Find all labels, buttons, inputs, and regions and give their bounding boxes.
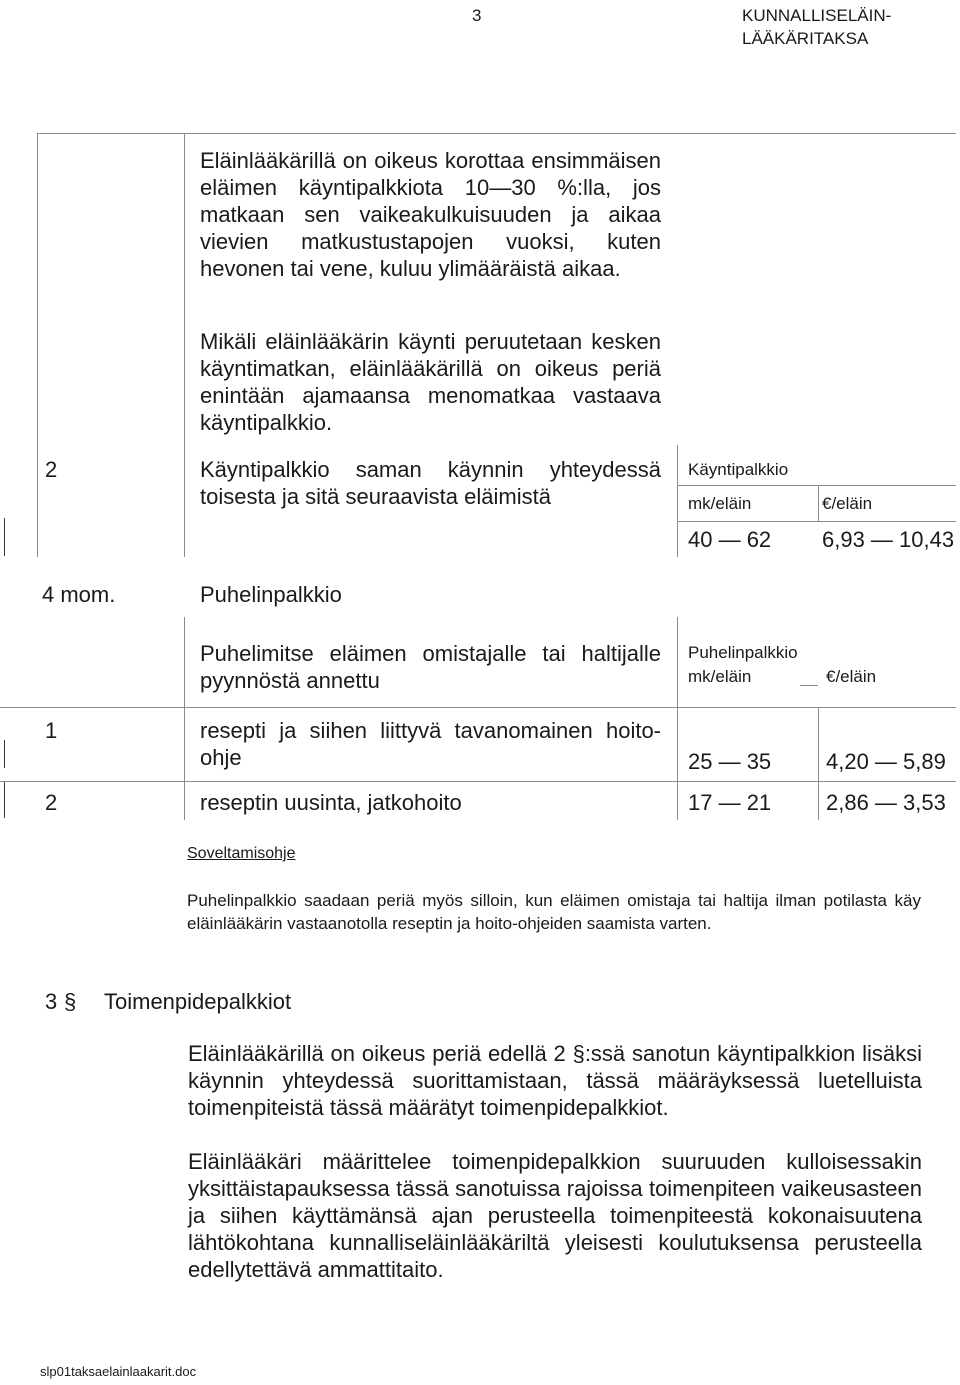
section-symbol: § xyxy=(64,989,77,1014)
puhelin-mid-rule xyxy=(184,617,185,820)
puhelin-intro: Puhelimitse eläimen omistajalle tai haltijalle pyynnöstä annettu xyxy=(200,641,661,693)
section-number: 3 xyxy=(45,989,58,1014)
guide-label: Soveltamisohje xyxy=(187,845,296,862)
puhelin-fee-header: Puhelinpalkkio xyxy=(688,643,798,662)
guide-text: Puhelinpalkkio saadaan periä myös silloin, kun eläimen omistaja tai haltija ilman potilasta käy eläinlääkärin vastaanotolla reseptin ja hoito-ohjeiden saamista varten. xyxy=(187,891,921,933)
document-title xyxy=(742,4,952,50)
kaynti-fee-col-rule xyxy=(818,485,819,521)
table-left-rule xyxy=(37,133,38,557)
puhelin-row-rule-2 xyxy=(0,781,956,782)
change-bar xyxy=(4,740,5,768)
change-bar xyxy=(4,782,5,818)
page-number: 3 xyxy=(472,6,482,25)
table-fee-rule xyxy=(677,445,678,557)
puhelin-col-mk: mk/eläin xyxy=(688,667,752,686)
kaynti-mk-value: 40 — 62 xyxy=(688,527,772,552)
section-title: Toimenpidepalkkiot xyxy=(104,989,292,1014)
puhelin-row-1-number: 1 xyxy=(45,718,58,743)
document-title-line1: KUNNALLISELÄIN- xyxy=(742,6,892,25)
kaynti-fee-header: Käyntipalkkio xyxy=(688,460,789,479)
puhelin-row-1-text: resepti ja siihen liittyvä tavanomainen hoito-ohje xyxy=(200,718,661,770)
puhelin-row-1-mk: 25 — 35 xyxy=(688,749,772,774)
kaynti-item-text: Käyntipalkkio saman käynnin yhteydessä toisesta ja sitä seuraavista eläimistä xyxy=(200,457,661,509)
kaynti-eur-value: 6,93 — 10,43 xyxy=(822,527,955,552)
puhelin-eur-col-rule xyxy=(818,707,819,820)
table-top-rule xyxy=(37,133,956,134)
puhelin-row-2-number: 2 xyxy=(45,790,58,815)
table-mid-rule xyxy=(184,133,185,557)
puhelin-row-rule-1 xyxy=(0,707,956,708)
kaynti-fee-values-rule xyxy=(677,521,956,522)
change-bar xyxy=(4,518,5,556)
puhelin-row-1-eur: 4,20 — 5,89 xyxy=(826,749,946,774)
kaynti-para-2: Mikäli eläinlääkärin käynti peruutetaan kesken käyntimatkan, eläinlääkärillä on oikeus periä enintään ajamaansa menomatkaa vastaava käyntipalkkio. xyxy=(200,329,661,435)
puhelin-col-eur: €/eläin xyxy=(826,667,877,686)
puhelin-title: Puhelinpalkkio xyxy=(200,582,342,607)
footer-filename: slp01taksaelainlaakarit.doc xyxy=(40,1364,197,1379)
puhelin-fee-header-tick xyxy=(800,685,818,686)
mom-label: 4 mom. xyxy=(42,582,116,607)
puhelin-row-2-text: reseptin uusinta, jatkohoito xyxy=(200,790,462,815)
document-title-line2: LÄÄKÄRITAKSA xyxy=(742,29,869,48)
toimenpide-para-2: Eläinlääkäri määrittelee toimenpidepalkkion suuruuden kulloisessakin yksittäistapauksessa tässä sanotuissa rajoissa toimenpiteen vaikeusasteen ja siihen käyttämänsä ajan perusteella toimenpiteestä kokonaisuutena lähtökohtana kunnalliseläinlääkäriltä yleisesti koulutuksensa perusteella edellytettävä ammattitaito. xyxy=(188,1149,922,1282)
puhelin-row-2-mk: 17 — 21 xyxy=(688,790,772,815)
kaynti-item-number: 2 xyxy=(45,457,58,482)
kaynti-col-mk: mk/eläin xyxy=(688,494,752,513)
puhelin-fee-rule xyxy=(677,617,678,820)
toimenpide-para-1: Eläinlääkärillä on oikeus periä edellä 2 §:ssä sanotun käyntipalkkion lisäksi käynnin yhteydessä suorittamistaan, tässä määräyksessä luetelluista toimenpiteistä tässä määrätyt toimenpidepalkkiot. xyxy=(188,1041,922,1120)
kaynti-col-eur: €/eläin xyxy=(822,494,873,513)
kaynti-para-1: Eläinlääkärillä on oikeus korottaa ensimmäisen eläimen käyntipalkkiota 10—30 %:lla, jos matkaan sen vaikeakulkuisuuden ja aikaa vievien matkustustapojen vuoksi, kuten hevonen tai vene, kuluu ylimääräistä aikaa. xyxy=(200,148,661,281)
kaynti-fee-header-rule xyxy=(677,485,956,486)
puhelin-row-2-eur: 2,86 — 3,53 xyxy=(826,790,946,815)
